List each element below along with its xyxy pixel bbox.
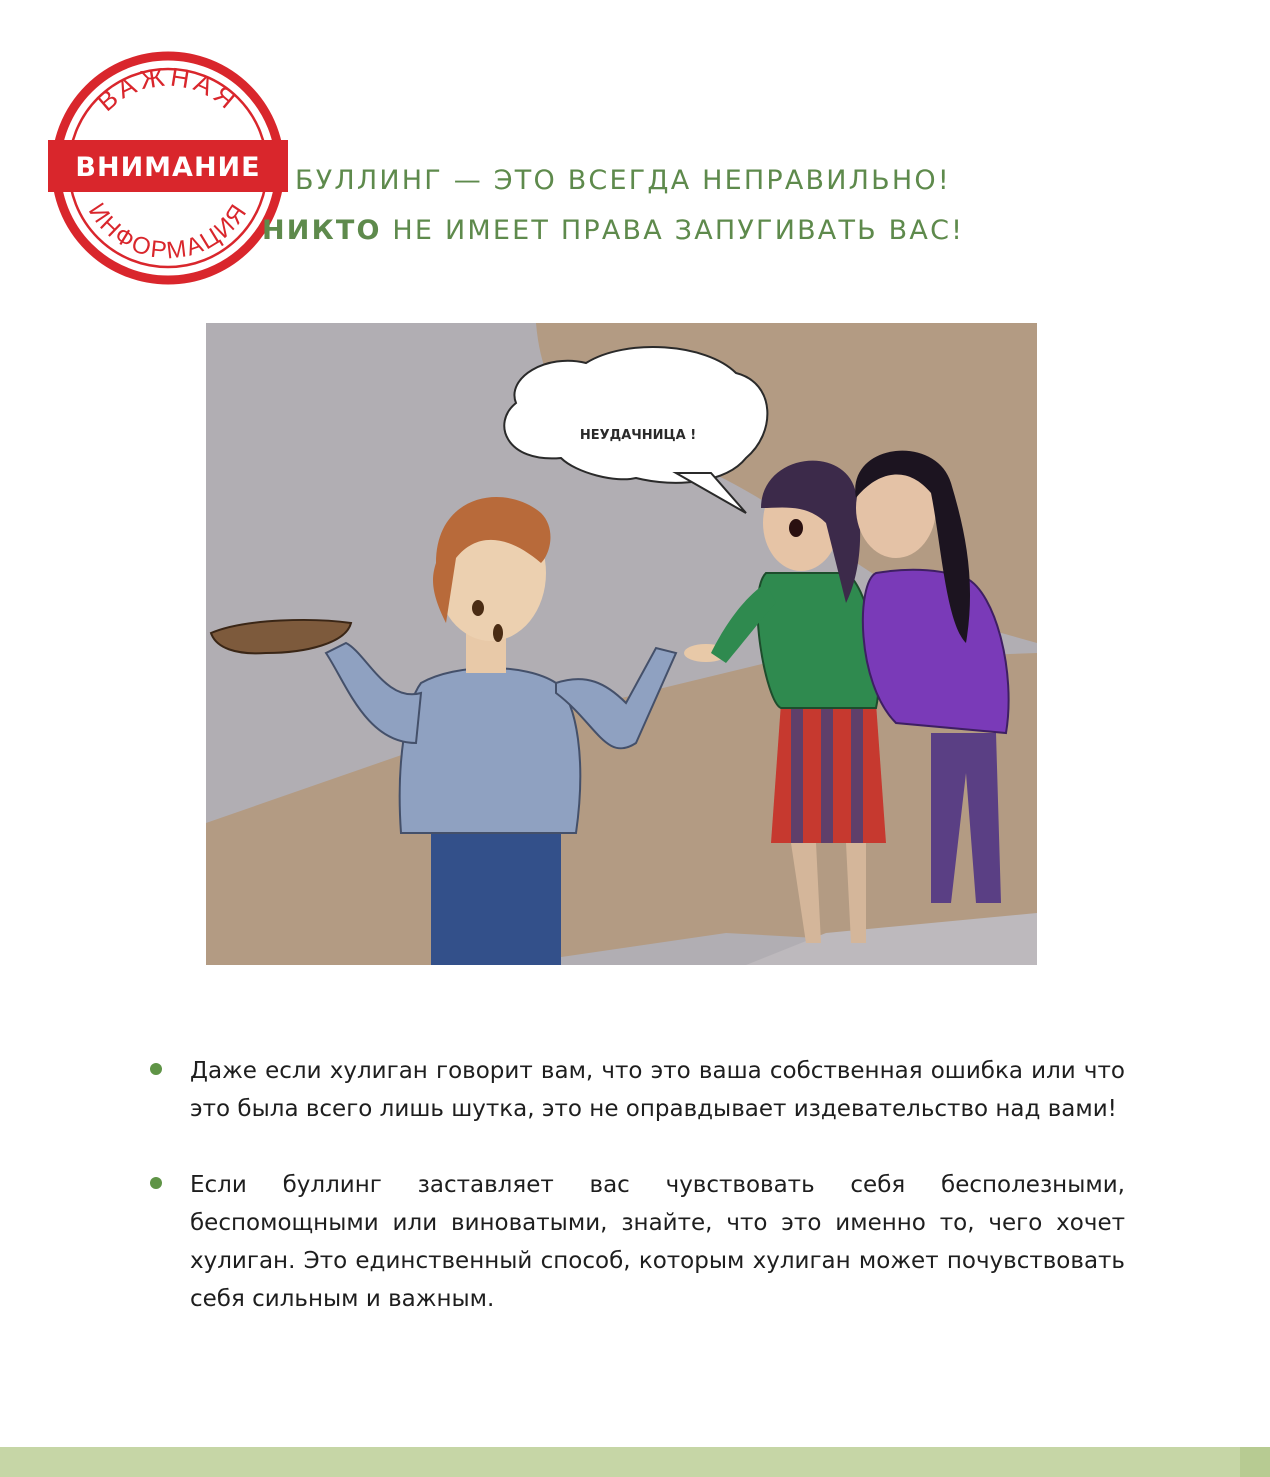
footer-band (0, 1447, 1270, 1477)
bullying-illustration (206, 323, 1037, 965)
bullet-dot-icon (150, 1063, 162, 1075)
stamp-top-text: ВАЖНАЯ (91, 61, 245, 118)
headline (262, 156, 1042, 256)
bullet-item (150, 1052, 1125, 1128)
headline-line-1: БУЛЛИНГ — ЭТО ВСЕГДА НЕПРАВИЛЬНО! (295, 165, 951, 196)
bullet-item (150, 1166, 1125, 1318)
headline-line-2 (262, 206, 1042, 256)
headline-line-2-rest: НЕ ИМЕЕТ ПРАВА ЗАПУГИВАТЬ ВАС! (381, 215, 965, 246)
bullet-list (150, 1052, 1125, 1356)
important-info-stamp (48, 48, 288, 288)
stamp-bottom-text: ИНФОРМАЦИЯ (82, 198, 254, 265)
bullet-dot-icon (150, 1177, 162, 1189)
bullet-text: Даже если хулиган говорит вам, что это ваша собственная ошибка или что это была всего лишь шутка, это не оправдывает издевательство над вами! (190, 1058, 1125, 1122)
bullet-text: Если буллинг заставляет вас чувствовать себя бесполезными, беспомощными или виноватыми, знайте, что это именно то, чего хочет хулиган. Это единственный способ, которым хулиган может почувствовать себя сильным и важным. (190, 1172, 1125, 1312)
stamp-banner-text: ВНИМАНИЕ (75, 152, 261, 183)
speech-bubble-text: НЕУДАЧНИЦА ! (579, 428, 697, 443)
headline-emphasis: НИКТО (262, 215, 382, 246)
footer-tab (1240, 1447, 1270, 1477)
